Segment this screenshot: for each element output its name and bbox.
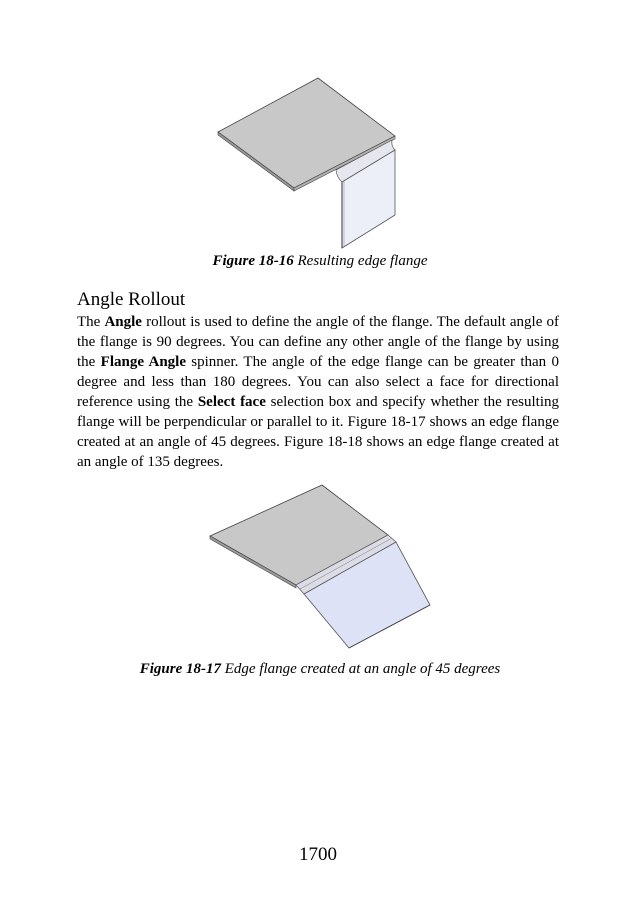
figure-label: Figure 18-16 [212, 253, 294, 269]
section-paragraph [77, 312, 559, 472]
figure-label: Figure 18-17 [139, 661, 221, 677]
paragraph-text: selection box and specify whether the resulting flange will be perpendicular or parallel to it. Figure 18-17 shows an edge flange created at an angle of 45 degrees. Figure 18-18 shows an edge flange created at an angle of 135 degrees. [77, 394, 560, 470]
term-flange-angle: Flange Angle [100, 354, 186, 370]
figure-title: Resulting edge flange [297, 253, 428, 269]
figure-18-16-image [205, 70, 405, 255]
paragraph-text: spinner. The angle of the edge flange can be greater than 0 degree and less than 180 degrees. You can also select a face for directional reference using the [77, 354, 559, 410]
figure-18-17-caption [2, 660, 636, 678]
paragraph-text: The [77, 314, 105, 330]
page-number: 1700 [299, 844, 337, 865]
figure-18-16-caption [2, 252, 636, 270]
section-heading: Angle Rollout [77, 289, 186, 310]
figure-18-17-image [200, 480, 435, 650]
paragraph-text: rollout is used to define the angle of the flange. The default angle of the flange is 90 degrees. You can define any other angle of the flange by using the [77, 314, 559, 370]
term-angle: Angle [104, 314, 142, 330]
figure-title: Edge flange created at an angle of 45 degrees [224, 661, 501, 677]
term-select-face: Select face [197, 394, 266, 410]
